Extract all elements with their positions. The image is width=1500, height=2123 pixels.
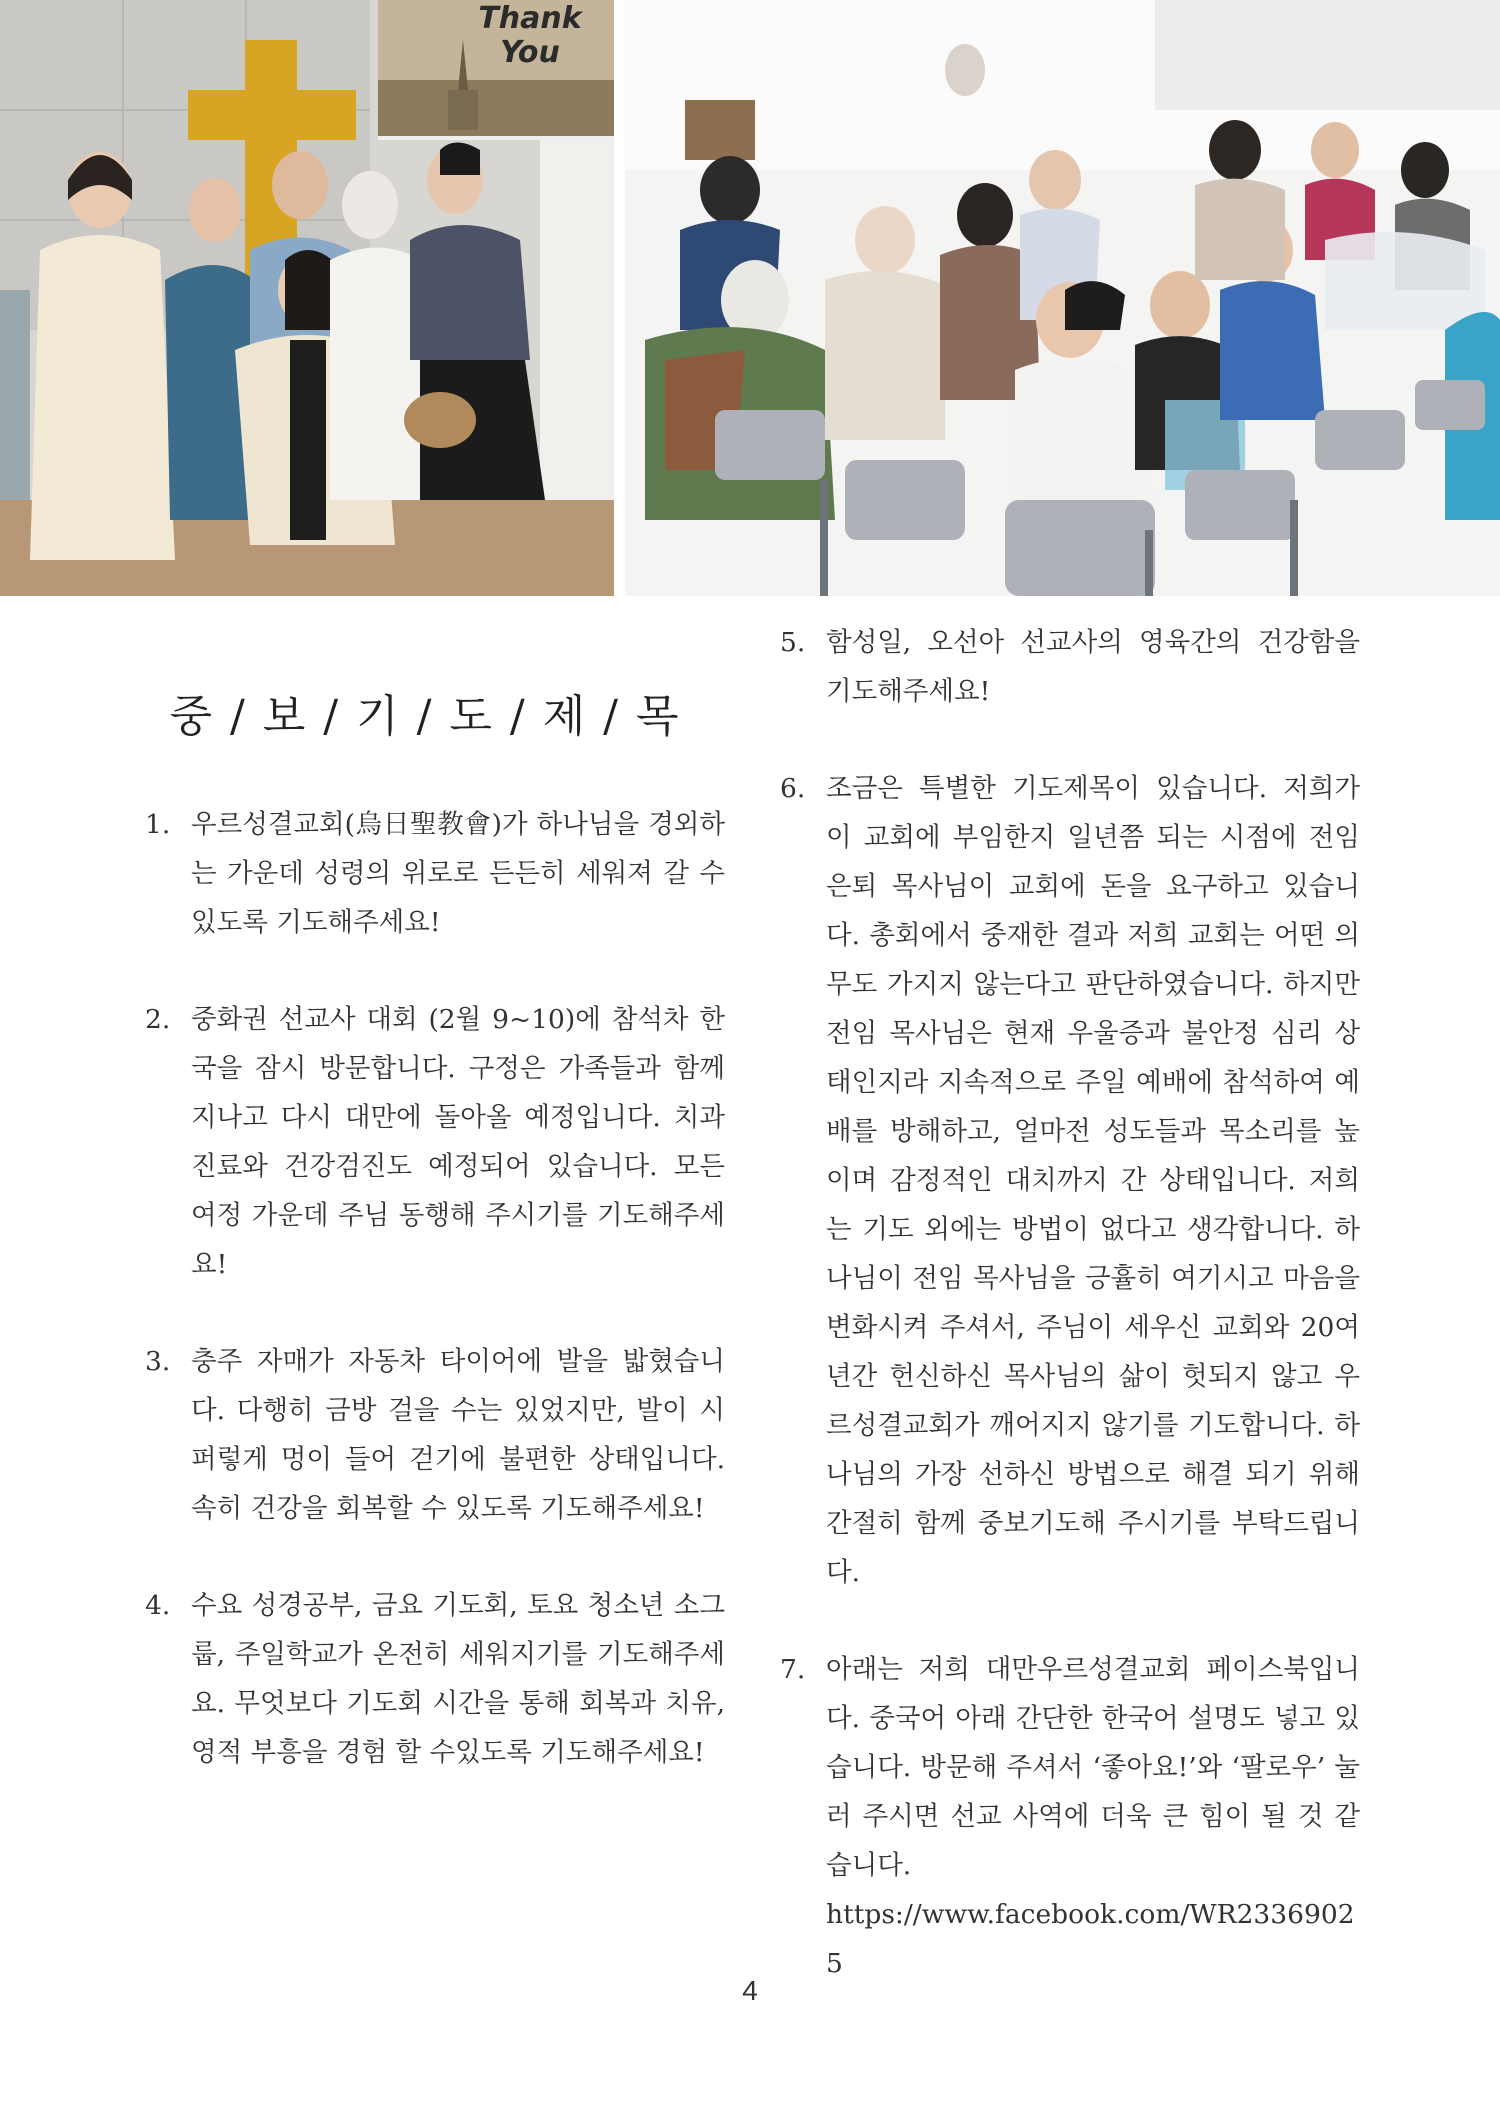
- prayer-list-right: [780, 618, 1360, 1988]
- facebook-link[interactable]: https://www.facebook.com/WR23369025: [826, 1899, 1355, 1979]
- prayer-item-6: [780, 764, 1360, 1597]
- sign-text-you: You: [500, 35, 560, 70]
- prayer-item-text: 아래는 저희 대만우르성결교회 페이스북입니다. 중국어 아래 간단한 한국어 설명도 넣고 있습니다. 방문해 주셔서 ‘좋아요!’와 ‘팔로우’ 눌러 주시면 선교 사역에 더욱 큰 힘이 될 것 같습니다.: [826, 1654, 1360, 1881]
- page-title: 중 / 보 / 기 / 도 / 제 / 목: [169, 691, 681, 742]
- prayer-item-2: [145, 995, 725, 1289]
- prayer-item-5: [780, 618, 1360, 716]
- prayer-item-text: 충주 자매가 자동차 타이어에 발을 밟혔습니다. 다행히 금방 걸을 수는 있었지만, 발이 시퍼렇게 멍이 들어 걷기에 불편한 상태입니다. 속히 건강을 회복할 수 있도록 기도해주세요!: [191, 1346, 725, 1524]
- prayer-item-number: 5.: [780, 627, 806, 658]
- photo-congregation: [625, 0, 1500, 596]
- prayer-item-7: [780, 1645, 1360, 1988]
- prayer-item-number: 6.: [780, 773, 806, 804]
- prayer-list-left: [145, 800, 725, 1777]
- prayer-item-text: 조금은 특별한 기도제목이 있습니다. 저희가 이 교회에 부임한지 일년쯤 되는 시점에 전임 은퇴 목사님이 교회에 돈을 요구하고 있습니다. 총회에서 중재한 결과 저희 교회는 어떤 의무도 가지지 않는다고 판단하였습니다. 하지만 전임 목사님은 현재 우울증과 불안정 심리 상태인지라 지속적으로 주일 예배에 참석하여 예배를 방해하고, 얼마전 성도들과 목소리를 높이며 감정적인 대치까지 간 상태입니다. 저희는 기도 외에는 방법이 없다고 생각합니다. 하나님이 전임 목사님을 긍휼히 여기시고 마음을 변화시켜 주셔서, 주님이 세우신 교회와 20여년간 헌신하신 목사님의 삶이 헛되지 않고 우르성결교회가 깨어지지 않기를 기도합니다. 하나님의 가장 선하신 방법으로 해결 되기 위해 간절히 함께 중보기도해 주시기를 부탁드립니다.: [826, 773, 1360, 1588]
- sign-text-thank: Thank: [478, 1, 582, 36]
- prayer-item-text: 함성일, 오선아 선교사의 영육간의 건강함을 기도해주세요!: [826, 627, 1360, 707]
- prayer-item-number: 2.: [145, 1004, 171, 1035]
- prayer-item-number: 7.: [780, 1654, 806, 1685]
- prayer-item-3: [145, 1337, 725, 1533]
- prayer-item-4: [145, 1581, 725, 1777]
- prayer-item-1: [145, 800, 725, 947]
- prayer-item-text: 수요 성경공부, 금요 기도회, 토요 청소년 소그룹, 주일학교가 온전히 세워지기를 기도해주세요. 무엇보다 기도회 시간을 통해 회복과 치유, 영적 부흥을 경험 할 수있도록 기도해주세요!: [191, 1590, 725, 1768]
- prayer-item-number: 4.: [145, 1590, 171, 1621]
- page-number: 4: [742, 1975, 758, 2006]
- photo-church-stage: [0, 0, 614, 596]
- prayer-item-text: 중화권 선교사 대회 (2월 9~10)에 참석차 한국을 잠시 방문합니다. 구정은 가족들과 함께 지나고 다시 대만에 돌아올 예정입니다. 치과진료와 건강검진도 예정되어 있습니다. 모든 여정 가운데 주님 동행해 주시기를 기도해주세요!: [191, 1004, 725, 1280]
- prayer-item-text: 우르성결교회(烏日聖教會)가 하나님을 경외하는 가운데 성령의 위로로 든든히 세워져 갈 수 있도록 기도해주세요!: [191, 809, 725, 938]
- prayer-item-number: 1.: [145, 809, 171, 840]
- prayer-item-number: 3.: [145, 1346, 171, 1377]
